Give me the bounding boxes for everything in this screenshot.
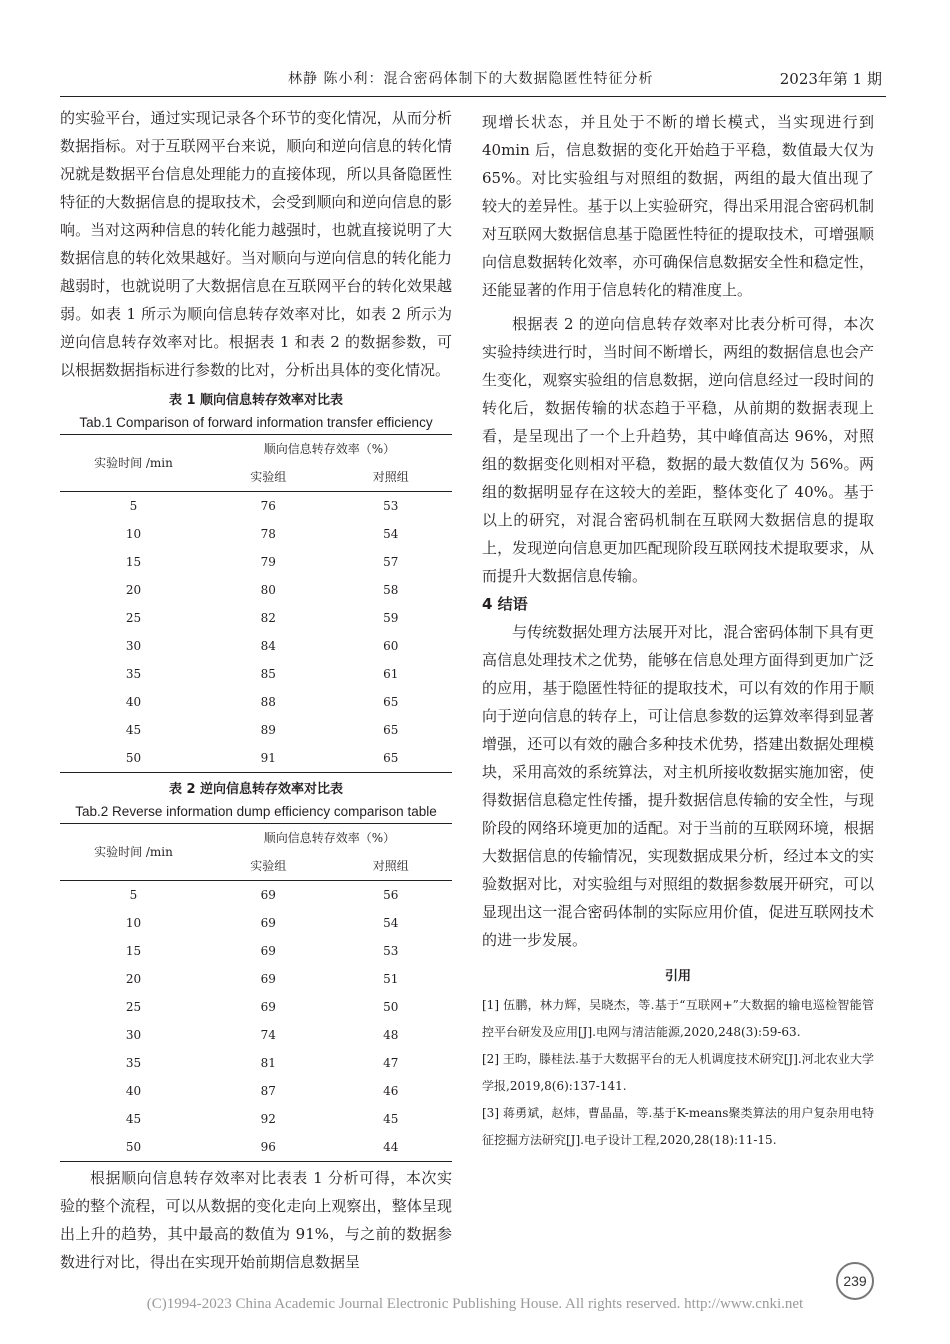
- table2-cell: 46: [383, 1084, 399, 1098]
- table1-cell: 82: [260, 611, 276, 625]
- table1: [60, 434, 452, 773]
- table2-header-group: 顺向信息转存效率（%）: [263, 831, 396, 845]
- table1-cell: 15: [125, 555, 142, 569]
- reference-item: [3] 蒋勇斌，赵炜，曹晶晶，等.基于K-means聚类算法的用户复杂用电特征挖掘方法研究[J].电子设计工程,2020,28(18):11-15.: [482, 1106, 874, 1147]
- table1-cell: 60: [383, 639, 399, 653]
- table1-cell: 20: [125, 583, 142, 597]
- table2: [60, 823, 452, 1162]
- table2-row: [60, 1077, 452, 1105]
- table1-cell: 85: [260, 667, 276, 681]
- right-column: [482, 108, 874, 1154]
- table1-cell: 79: [260, 555, 276, 569]
- table2-row: [60, 937, 452, 965]
- table2-row: [60, 1105, 452, 1133]
- table2-cell: 5: [129, 888, 138, 902]
- left-paragraph-1: 的实验平台，通过实现记录各个环节的变化情况，从而分析数据指标。对于互联网平台来说，顺向和逆向信息的转化情况就是数据平台信息处理能力的直接体现，所以具备隐匿性特征的大数据信息的提取技术，会受到顺向和逆向信息的影响。当对这两种信息的转化能力越强时，也就直接说明了大数据信息的转化效果越好。当对顺向与逆向信息的转化能力越弱时，也就说明了大数据信息在互联网平台的转化效果越弱。如表 1 所示为顺向信息转存效率对比，如表 2 所示为逆向信息转存效率对比。根据表 1 和表 2 的数据参数，可以根据数据指标进行参数的比对，分析出具体的变化情况。: [60, 109, 452, 379]
- table1-cell: 76: [260, 499, 276, 513]
- table1-header-time: 实验时间 /min: [60, 435, 207, 492]
- table1-cell: 65: [383, 695, 399, 709]
- table1-row: [60, 576, 452, 604]
- table1-header-exp: 实验组: [250, 470, 287, 484]
- table2-cell: 53: [383, 944, 399, 958]
- table1-row: [60, 716, 452, 744]
- table1-cell: 58: [383, 583, 399, 597]
- table2-cell: 51: [383, 972, 399, 986]
- table1-row: [60, 632, 452, 660]
- table2-cell: 54: [383, 916, 399, 930]
- table2-cell: 74: [260, 1028, 276, 1042]
- table1-cell: 59: [383, 611, 399, 625]
- right-paragraph-2: 根据表 2 的逆向信息转存效率对比表分析可得，本次实验持续进行时，当时间不断增长，两组的数据信息也会产生变化，观察实验组的信息数据，逆向信息经过一段时间的转化后，数据传输的状态趋于平稳，从前期的数据表现上看，是呈现出了一个上升趋势，其中峰值高达 96%，对照组的数据变化则相对平稳，数据的最大数值仅为 56%。两组的数据明显存在这较大的差距，整体变化了 40%。基于以上的研究，对混合密码机制在互联网大数据信息的提取上，发现逆向信息更加匹配现阶段互联网技术提取要求，从而提升大数据信息传输。: [482, 315, 874, 585]
- table1-cell: 84: [260, 639, 276, 653]
- table2-cell: 15: [125, 944, 142, 958]
- table2-cell: 69: [260, 916, 276, 930]
- table1-cell: 54: [383, 527, 399, 541]
- table2-row: [60, 1133, 452, 1162]
- table2-cell: 50: [125, 1140, 142, 1154]
- table2-cell: 92: [260, 1112, 276, 1126]
- table1-cell: 65: [383, 723, 399, 737]
- table2-row: [60, 881, 452, 910]
- left-column: [60, 104, 452, 1276]
- table2-row: [60, 965, 452, 993]
- table1-row: [60, 604, 452, 632]
- table1-cell: 65: [383, 751, 399, 765]
- table2-cell: 30: [125, 1028, 142, 1042]
- reference-item: [1] 伍鹏，林力辉，吴晓杰，等.基于“互联网+”大数据的输电巡检智能管控平台研发及应用[J].电网与清洁能源,2020,248(3):59-63.: [482, 998, 874, 1039]
- table2-row: [60, 1049, 452, 1077]
- table2-cell: 69: [260, 944, 276, 958]
- table2-row: [60, 1021, 452, 1049]
- table1-row: [60, 548, 452, 576]
- issue-label: 2023年第 1 期: [779, 70, 882, 88]
- table1-title-cn: 表 1 顺向信息转存效率对比表: [168, 393, 344, 408]
- table1-header-ctrl: 对照组: [372, 470, 409, 484]
- table2-row: [60, 909, 452, 937]
- table2-cell: 40: [125, 1084, 142, 1098]
- table2-title-en: Tab.2 Reverse information dump efficiency comparison table: [75, 804, 437, 819]
- page-number-badge: 239: [836, 1262, 874, 1300]
- table2-row: [60, 993, 452, 1021]
- table1-cell: 10: [125, 527, 142, 541]
- table2-cell: 10: [125, 916, 142, 930]
- table2-cell: 56: [383, 888, 399, 902]
- table1-title-en: Tab.1 Comparison of forward information transfer efficiency: [79, 415, 433, 430]
- table1-row: [60, 492, 452, 521]
- table2-cell: 81: [260, 1056, 276, 1070]
- table1-cell: 89: [260, 723, 276, 737]
- table1-header-group: 顺向信息转存效率（%）: [263, 442, 396, 456]
- table1-row: [60, 520, 452, 548]
- header-rule: [60, 96, 886, 97]
- left-paragraph-2: 根据顺向信息转存效率对比表表 1 分析可得，本次实验的整个流程，可以从数据的变化走向上观察出，整体呈现出上升的趋势，其中最高的数值为 91%，与之前的数据参数进行对比，得出在实现开始前期信息数据呈: [60, 1169, 452, 1271]
- table1-cell: 25: [125, 611, 142, 625]
- table1-cell: 88: [260, 695, 276, 709]
- section-heading-conclusion: 4 结语: [482, 595, 528, 613]
- table1-row: [60, 660, 452, 688]
- table2-cell: 44: [383, 1140, 399, 1154]
- table1-cell: 40: [125, 695, 142, 709]
- table2-cell: 35: [125, 1056, 142, 1070]
- table1-cell: 91: [260, 751, 276, 765]
- table2-cell: 25: [125, 1000, 142, 1014]
- table1-row: [60, 744, 452, 773]
- table1-cell: 5: [129, 499, 138, 513]
- right-paragraph-1: 现增长状态，并且处于不断的增长模式，当实现进行到 40min 后，信息数据的变化开始趋于平稳，数值最大仅为 65%。对比实验组与对照组的数据，两组的最大值出现了较大的差异性。基于以上实验研究，得出采用混合密码机制对互联网大数据信息基于隐匿性特征的提取技术，可增强顺向信息数据转化效率，亦可确保信息数据安全性和稳定性，还能显著的作用于信息转化的精准度上。: [482, 113, 874, 299]
- table1-cell: 61: [383, 667, 399, 681]
- table1-row: [60, 688, 452, 716]
- table2-cell: 69: [260, 972, 276, 986]
- table2-header-exp: 实验组: [250, 859, 287, 873]
- table1-cell: 57: [383, 555, 399, 569]
- table2-header-time: 实验时间 /min: [60, 824, 207, 881]
- table1-cell: 35: [125, 667, 142, 681]
- table2-title-cn: 表 2 逆向信息转存效率对比表: [168, 782, 344, 797]
- table2-cell: 96: [260, 1140, 276, 1154]
- table2-header-ctrl: 对照组: [372, 859, 409, 873]
- table1-cell: 53: [383, 499, 399, 513]
- running-header: [60, 68, 886, 92]
- table2-cell: 47: [383, 1056, 399, 1070]
- table2-cell: 45: [125, 1112, 142, 1126]
- table1-cell: 50: [125, 751, 142, 765]
- right-paragraph-3: 与传统数据处理方法展开对比，混合密码体制下具有更高信息处理技术之优势，能够在信息处理方面得到更加广泛的应用，基于隐匿性特征的提取技术，可以有效的作用于顺向于逆向信息的转存上，可让信息参数的运算效率得到显著增强，还可以有效的融合多种技术优势，搭建出数据处理模块，采用高效的系统算法，对主机所接收数据实施加密，使得数据信息稳定性传播，提升数据信息传输的安全性，与现阶段的网络环境更加的适配。对于当前的互联网环境，根据大数据信息的传输情况，实现数据成果分析，经过本文的实验数据对比，对实验组与对照组的数据参数展开研究，可以显现出这一混合密码体制的实际应用价值，促进互联网技术的进一步发展。: [482, 623, 874, 949]
- copyright-footer: (C)1994-2023 China Academic Journal Electronic Publishing House. All rights reserved. http://www.cnki.net: [146, 1296, 804, 1312]
- reference-item: [2] 王昀，滕桂法.基于大数据平台的无人机调度技术研究[J].河北农业大学学报,2019,8(6):137-141.: [482, 1052, 874, 1093]
- table2-cell: 69: [260, 1000, 276, 1014]
- table2-cell: 69: [260, 888, 276, 902]
- table2-cell: 20: [125, 972, 142, 986]
- running-title: 林静 陈小利：混合密码体制下的大数据隐匿性特征分析: [288, 71, 654, 87]
- references-title: 引用: [664, 969, 691, 984]
- table1-cell: 45: [125, 723, 142, 737]
- table1-cell: 30: [125, 639, 142, 653]
- table1-cell: 80: [260, 583, 276, 597]
- table2-cell: 45: [383, 1112, 399, 1126]
- table2-cell: 50: [383, 1000, 399, 1014]
- table1-cell: 78: [260, 527, 276, 541]
- table2-cell: 87: [260, 1084, 276, 1098]
- table2-cell: 48: [383, 1028, 399, 1042]
